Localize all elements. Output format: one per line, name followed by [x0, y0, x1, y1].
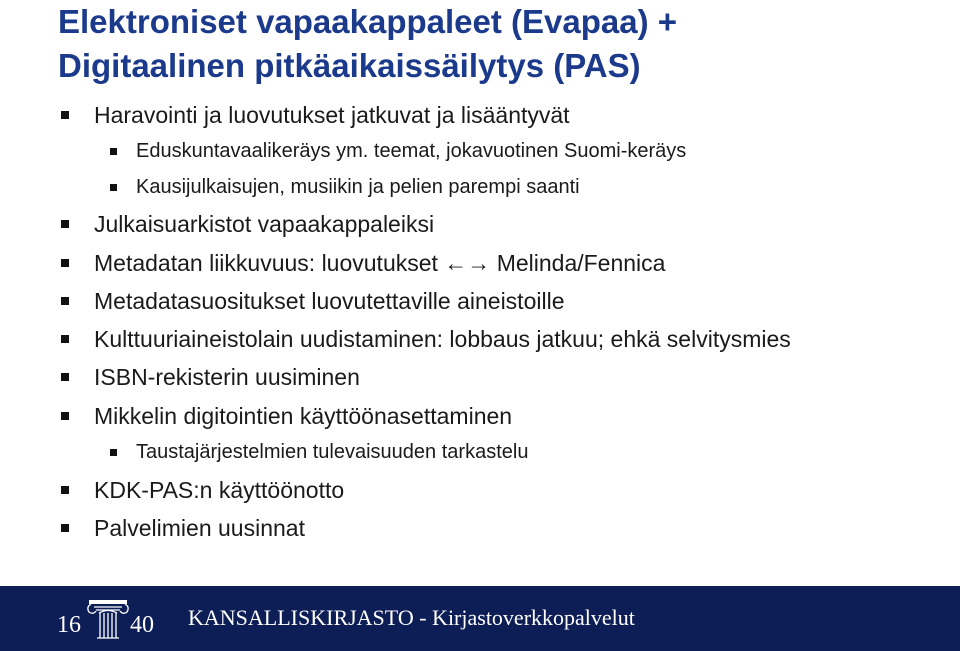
- bullet-text: Palvelimien uusinnat: [94, 514, 305, 541]
- square-bullet-icon: [61, 373, 69, 381]
- sub-bullet-text: Taustajärjestelmien tulevaisuuden tarkastelu: [136, 441, 529, 464]
- kansalliskirjasto-logo: [56, 594, 160, 642]
- footer-bar: [0, 586, 960, 651]
- square-bullet-icon: [61, 486, 69, 494]
- bullet-text: KDK-PAS:n käyttöönotto: [94, 476, 345, 503]
- square-bullet-icon: [110, 184, 117, 191]
- square-bullet-icon: [61, 111, 69, 119]
- column-capital-icon: [88, 600, 128, 638]
- sub-bullet-item: [0, 134, 791, 170]
- square-bullet-icon: [110, 148, 117, 155]
- bullet-text: Mikkelin digitointien käyttöönasettaminen: [94, 402, 513, 429]
- bullet-text: Julkaisuarkistot vapaakappaleiksi: [94, 211, 435, 238]
- bullet-item: [0, 282, 791, 320]
- square-bullet-icon: [61, 297, 69, 305]
- square-bullet-icon: [110, 449, 117, 456]
- slide-title: [58, 0, 938, 88]
- bullet-text: Metadatan liikkuvuus: luovutukset ←→ Melinda/Fennica: [94, 249, 666, 276]
- bullet-item: [0, 244, 791, 282]
- bullet-list: [0, 96, 791, 547]
- bullet-text: Kulttuuriaineistolain uudistaminen: lobbaus jatkuu; ehkä selvitysmies: [94, 326, 791, 353]
- logo-year-right: 40: [130, 612, 154, 638]
- sub-bullet-item: [0, 435, 791, 471]
- bullet-text: Metadatasuositukset luovutettaville aineistoille: [94, 287, 565, 314]
- sub-bullet-item: [0, 170, 791, 206]
- bullet-item: [0, 358, 791, 396]
- slide-title-line-2: Digitaalinen pitkäaikaissäilytys (PAS): [58, 47, 641, 84]
- square-bullet-icon: [61, 259, 69, 267]
- bullet-text: ISBN-rekisterin uusiminen: [94, 364, 360, 391]
- square-bullet-icon: [61, 220, 69, 228]
- sub-bullet-text: Kausijulkaisujen, musiikin ja pelien parempi saanti: [136, 175, 580, 198]
- sub-bullet-text: Eduskuntavaalikeräys ym. teemat, jokavuotinen Suomi-keräys: [136, 140, 687, 163]
- bullet-item: [0, 96, 791, 134]
- bullet-item: [0, 509, 791, 547]
- bullet-item: [0, 397, 791, 435]
- bullet-item: [0, 471, 791, 509]
- square-bullet-icon: [61, 335, 69, 343]
- square-bullet-icon: [61, 412, 69, 420]
- slide-title-line-1: Elektroniset vapaakappaleet (Evapaa) +: [58, 3, 678, 40]
- bullet-text: Haravointi ja luovutukset jatkuvat ja lisääntyvät: [94, 102, 570, 128]
- footer-text: KANSALLISKIRJASTO - Kirjastoverkkopalvelut: [188, 605, 635, 630]
- logo-year-left: 16: [57, 612, 81, 638]
- bullet-item: [0, 205, 791, 243]
- bullet-item: [0, 320, 791, 358]
- square-bullet-icon: [61, 524, 69, 532]
